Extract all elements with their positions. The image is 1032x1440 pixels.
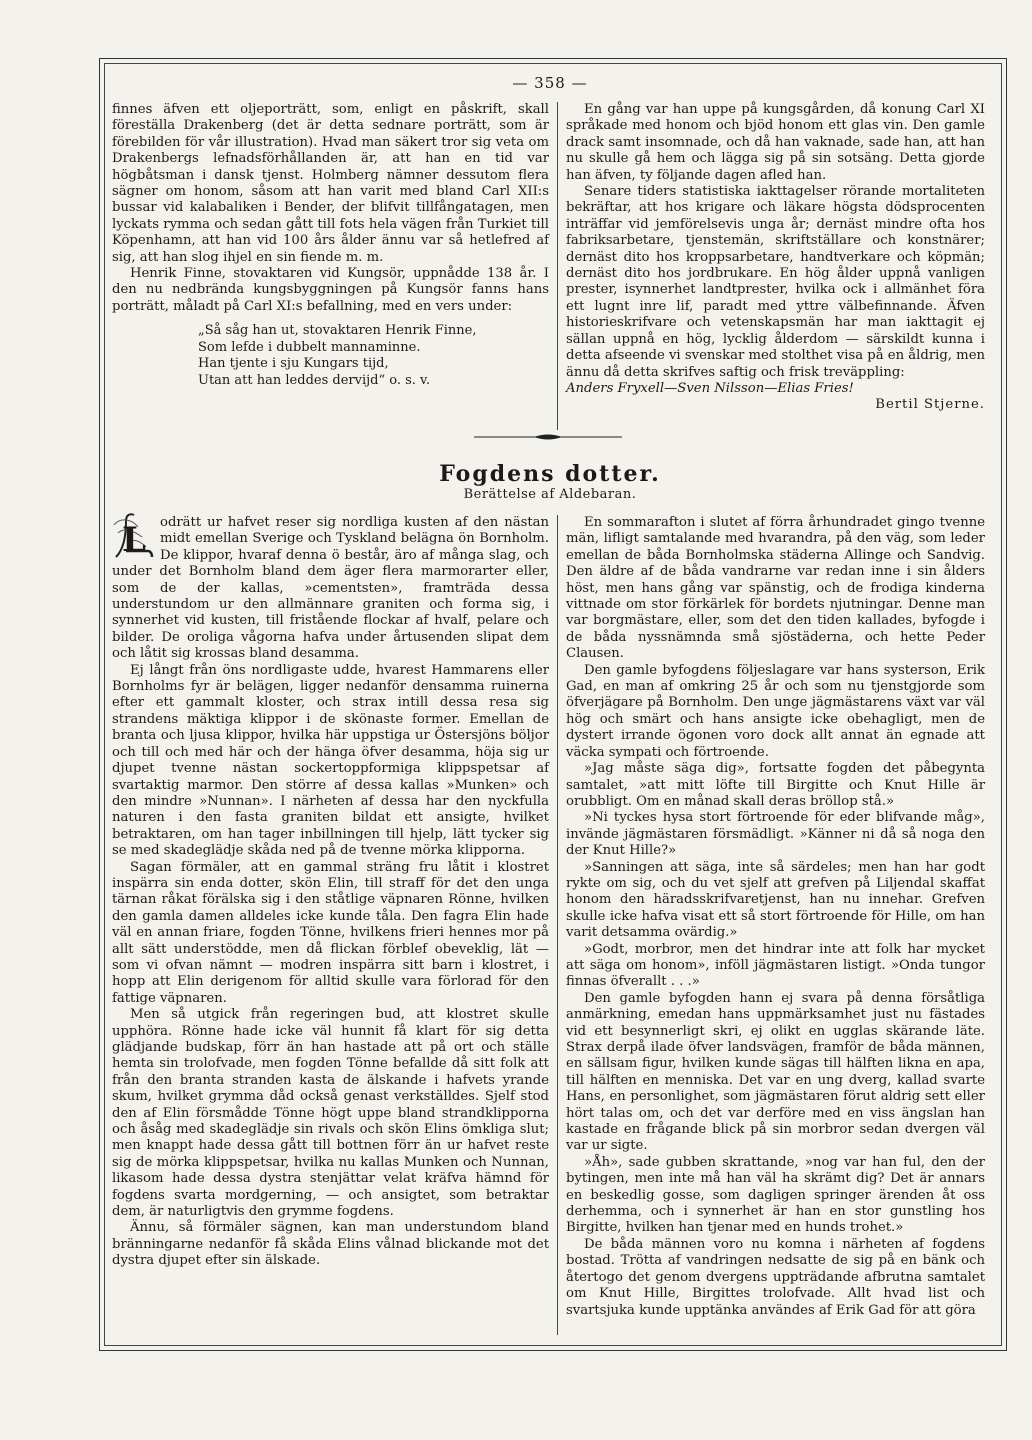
verse-line: Utan att han leddes dervijd“ o. s. v. <box>198 372 430 388</box>
author-signature: Bertil Stjerne. <box>875 397 985 413</box>
paragraph: Den gamle byfogden hann ej svara på denna försåtliga anmärkning, emedan hans uppmärksamhet just nu fästades vid ett besynnerligt skri, ej olikt en ugglas skärande läte. Strax derpå ilade öfver landsvägen, framför de båda männen, en sällsam figur, hvilken kunde sägas till hälften likna en apa, till hälften en menniska. Det var en ung dverg, kallad svarte Hans, en personlighet, som jägmästaren förut aldrig sett eller hört talas om, och det var derföre med en viss ängslan han kastade en frågande blick på sin morbror sedan dvergen väl var ur sigte. <box>566 990 985 1154</box>
paragraph: Ännu, så förmäler sägnen, kan man understundom bland bränningarne nedanför få skåda Elins vålnad blickande mot det dystra djupet efter sin älskade. <box>112 1220 549 1269</box>
paragraph: Men så utgick från regeringen bud, att klostret skulle upphöra. Rönne hade icke väl hunnit få klart för sig detta glädjande budskap, förr än han hastade att på ort och ställe hemta sin trolofvade, men fogden Tönne befallde då sitt folk att från den branta stranden kasta de älskande i hafvets yrande skum, hvilket grymma dåd också genast verkställdes. Sjelf stod den af Elin försmådde Tönne högt uppe bland strandklipporna och åsåg med skadeglädje sin rivals och skön Elins ömkliga slut; men knappt hade dessa gått till bottnen förr än ur hafvet reste sig de mörka klippspetsar, hvilka nu kallas Munken och Nunnan, likasom hade dessa dystra stenjättar velat kräfva hämnd för fogdens svarta mordgerning, — och ansigtet, som betraktar dem, är naturligtvis den grymme fogdens. <box>112 1007 549 1220</box>
column-bottom-left <box>112 515 549 1270</box>
verse-line: Som lefde i dubbelt mannaminne. <box>198 339 421 355</box>
column-rule <box>557 515 558 1335</box>
column-bottom-right <box>566 515 985 1319</box>
ornamental-initial-icon <box>112 511 154 561</box>
paragraph: »Åh», sade gubben skrattande, »nog var han ful, den der bytingen, men inte må han väl ha skrämt dig? Det är annars en beskedlig gosse, som dagligen springer ärenden åt oss derhemma, och i synnerhet är han en stor gunstling hos Birgitte, hvilken han tjenar med en hunds trohet.» <box>566 1154 985 1236</box>
dropcap-letter: L <box>122 520 146 560</box>
section-separator <box>468 432 628 442</box>
paragraph: Ej långt från öns nordligaste udde, hvarest Hammarens eller Bornholms fyr är belägen, ligger nedanför densamma ruinerna efter ett gammalt kloster, och strax intill dessa resa sig strandens mäktiga klippor i de skönaste former. Emellan de branta och ljusa klippor, hvilka här uppstiga ur Östersjöns böljor och till och med här och der hänga öfver desamma, höja sig ur djupet tvenne nästan sockertoppformiga klippspetsar af svartaktig marmor. Den större af dessa kallas »Munken» och den mindre »Nunnan». I närheten af dessa har den nyckfulla naturen i den fasta graniten bildat ett ansigte, hvilket betraktaren, om han tager inbillningen till hjelp, lätt tycker sig se med skadeglädje skåda ned på de tvenne mörka klipporna. <box>112 662 549 859</box>
paragraph: odrätt ur hafvet reser sig nordliga kusten af den nästan midt emellan Sverige och Tyskland belägna ön Bornholm. De klippor, hvaraf denna ö består, äro af många slag, och under det Bornholm bland dem äger flera marmorarter eller, som de der kallas, »cementsten», framträda dessa understundom ur den allmännare graniten och forma sig, i synnerhet vid kusten, till fristående flockar af hvalf, pelare och bilder. De oroliga vågorna hafva under årtusenden slipat dem och låtit sig krossas bland desamma. <box>112 515 549 662</box>
paragraph: finnes äfven ett oljeporträtt, som, enligt en påskrift, skall föreställa Drakenberg (det är detta sednare porträtt, som är förebilden för vår illustration). Hvad man säkert tror sig veta om Drakenbergs lefnadsförhållanden är, att han en tid var högbåtsman i dansk tjenst. Holmberg nämner dessutom flera sägner om honom, såsom att han varit med bland Carl XII:s bussar vid kalabaliken i Bender, der blifvit tillfångatagen, men lyckats rymma och sedan gått till fots hela vägen från Turkiet till Köpenhamn, att han vid 100 års ålder ännu var så hetlefred af sig, att han slog ihjel en sin fiende m. m. <box>112 102 549 265</box>
verse <box>198 323 549 389</box>
paragraph: Senare tiders statistiska iakttagelser rörande mortaliteten bekräftar, att hos krigare och läkare högsta dödsprocenten inträffar vid jemförelsevis unga år; dernäst mindre ofta hos fabriksarbetare, tjenstemän, skriftställare och konstnärer; dernäst dito hos kroppsarbetare, handtverkare och köpmän; dernäst dito hos jordbrukare. En hög ålder uppnå vanligen prester, isynnerhet landtprester, hvilka ock i allmänhet föra ett lugnt inre lif, paradt med yttre välbefinnande. Äfven historieskrifvare och vetenskapsmän har man iakttagit ej sällan uppnå en hög, lycklig ålderdom — särskildt kunna i detta afseende vi svenskar med stolthet visa på en åldrig, men ännu då detta skrifves saftig och frisk treväppling: <box>566 184 985 380</box>
paragraph: En sommarafton i slutet af förra århundradet gingo tvenne män, lifligt samtalande med hvarandra, på den väg, som leder emellan de båda Bornholmska städerna Allinge och Sandvig. Den äldre af de båda vandrarne var redan inne i sin ålders höst, men hans gång var spänstig, och de frodiga kinderna vittnade om stor förkärlek för bordets njutningar. Denne man var borgmästare, eller, som det den tiden kallades, byfogde i de båda nyssnämnda små sjöstäderna, och hette Peder Clausen. <box>566 515 985 662</box>
paragraph: »Godt, morbror, men det hindrar inte att folk har mycket att säga om honom», inföll jägmästaren listigt. »Onda tungor finnas öfverallt . . .» <box>566 941 985 990</box>
column-top-right <box>566 102 985 414</box>
paragraph: »Ni tyckes hysa stort förtroende för eder blifvande måg», invände jägmästaren försmädligt. »Känner ni då så noga den der Knut Hille?» <box>566 810 985 859</box>
paragraph: »Sanningen att säga, inte så särdeles; men han har godt rykte om sig, och du vet sjelf att grefven på Liljendal skaffat honom den häradsskrifvaretjenst, han nu innehar. Grefven skulle icke hafva visat ett så stort förtroende för Hille, om han varit detsamma ovärdig.» <box>566 859 985 941</box>
verse-line: Han tjente i sju Kungars tijd, <box>198 356 389 372</box>
verse-line: „Så såg han ut, stovaktaren Henrik Finne, <box>198 323 477 339</box>
page-number: — 358 — <box>512 74 588 92</box>
paragraph: »Jag måste säga dig», fortsatte fogden det påbegynta samtalet, »att mitt löfte till Birgitte och Knut Hille är orubbligt. Om en månad skall deras bröllop stå.» <box>566 761 985 809</box>
paragraph: Henrik Finne, stovaktaren vid Kungsör, uppnådde 138 år. I den nu nedbrända kungsbyggningen på Kungsör fanns hans porträtt, måladt på Carl XI:s befallning, med en vers under: <box>112 266 549 314</box>
paragraph: En gång var han uppe på kungsgården, då konung Carl XI språkade med honom och bjöd honom ett glas vin. Den gamle drack samt insomnade, och då han vaknade, sade han, att han nu skulle gå hem och lägga sig på sin sotsäng. Detta gjorde han äfven, ty följande dagen afled han. <box>566 102 985 183</box>
paragraph: De båda männen voro nu komna i närheten af fogdens bostad. Trötta af vandringen nedsatte de sig på en bänk och återtogo det genom dvergens uppträdande afbrutna samtalet om Knut Hille, Birgittes trolofvade. Allt hvad list och svartsjuka kunde upptänka användes af Erik Gad för att göra <box>566 1236 985 1318</box>
names-line: Anders Fryxell—Sven Nilsson—Elias Fries! <box>566 380 854 396</box>
paragraph: Sagan förmäler, att en gammal sträng fru låtit i klostret inspärra sin enda dotter, skön Elin, till straff för det den unga tärnan råkat förälska sig i den ståtlige väpnaren Rönne, hvilken den gamla damen alldeles icke kunde tåla. Den fagra Elin hade väl en annan friare, fogden Tönne, hvilkens frieri hennes mor på allt sätt understödde, men då flickan förblef obeveklig, lät — som vi ofvan nämnt — modren inspärra sitt barn i klostret, i hopp att Elin derigenom för alltid skulle vara förlorad för den fattige väpnaren. <box>112 859 549 1006</box>
paragraph: Den gamle byfogdens följeslagare var hans systerson, Erik Gad, en man af omkring 25 år och som nu tjenstgjorde som öfverjägare på Bornholm. Den unge jägmästarens växt var väl hög och smärt och hans ansigte icke obehagligt, men de dystert irrande ögonen voro dock allt annat än egnade att väcka sympati och förtroende. <box>566 662 985 760</box>
article-subtitle: Berättelse af Aldebaran. <box>463 487 637 502</box>
article-title: Fogdens dotter. <box>439 461 661 487</box>
column-top-left <box>112 102 549 389</box>
column-rule <box>557 102 558 430</box>
